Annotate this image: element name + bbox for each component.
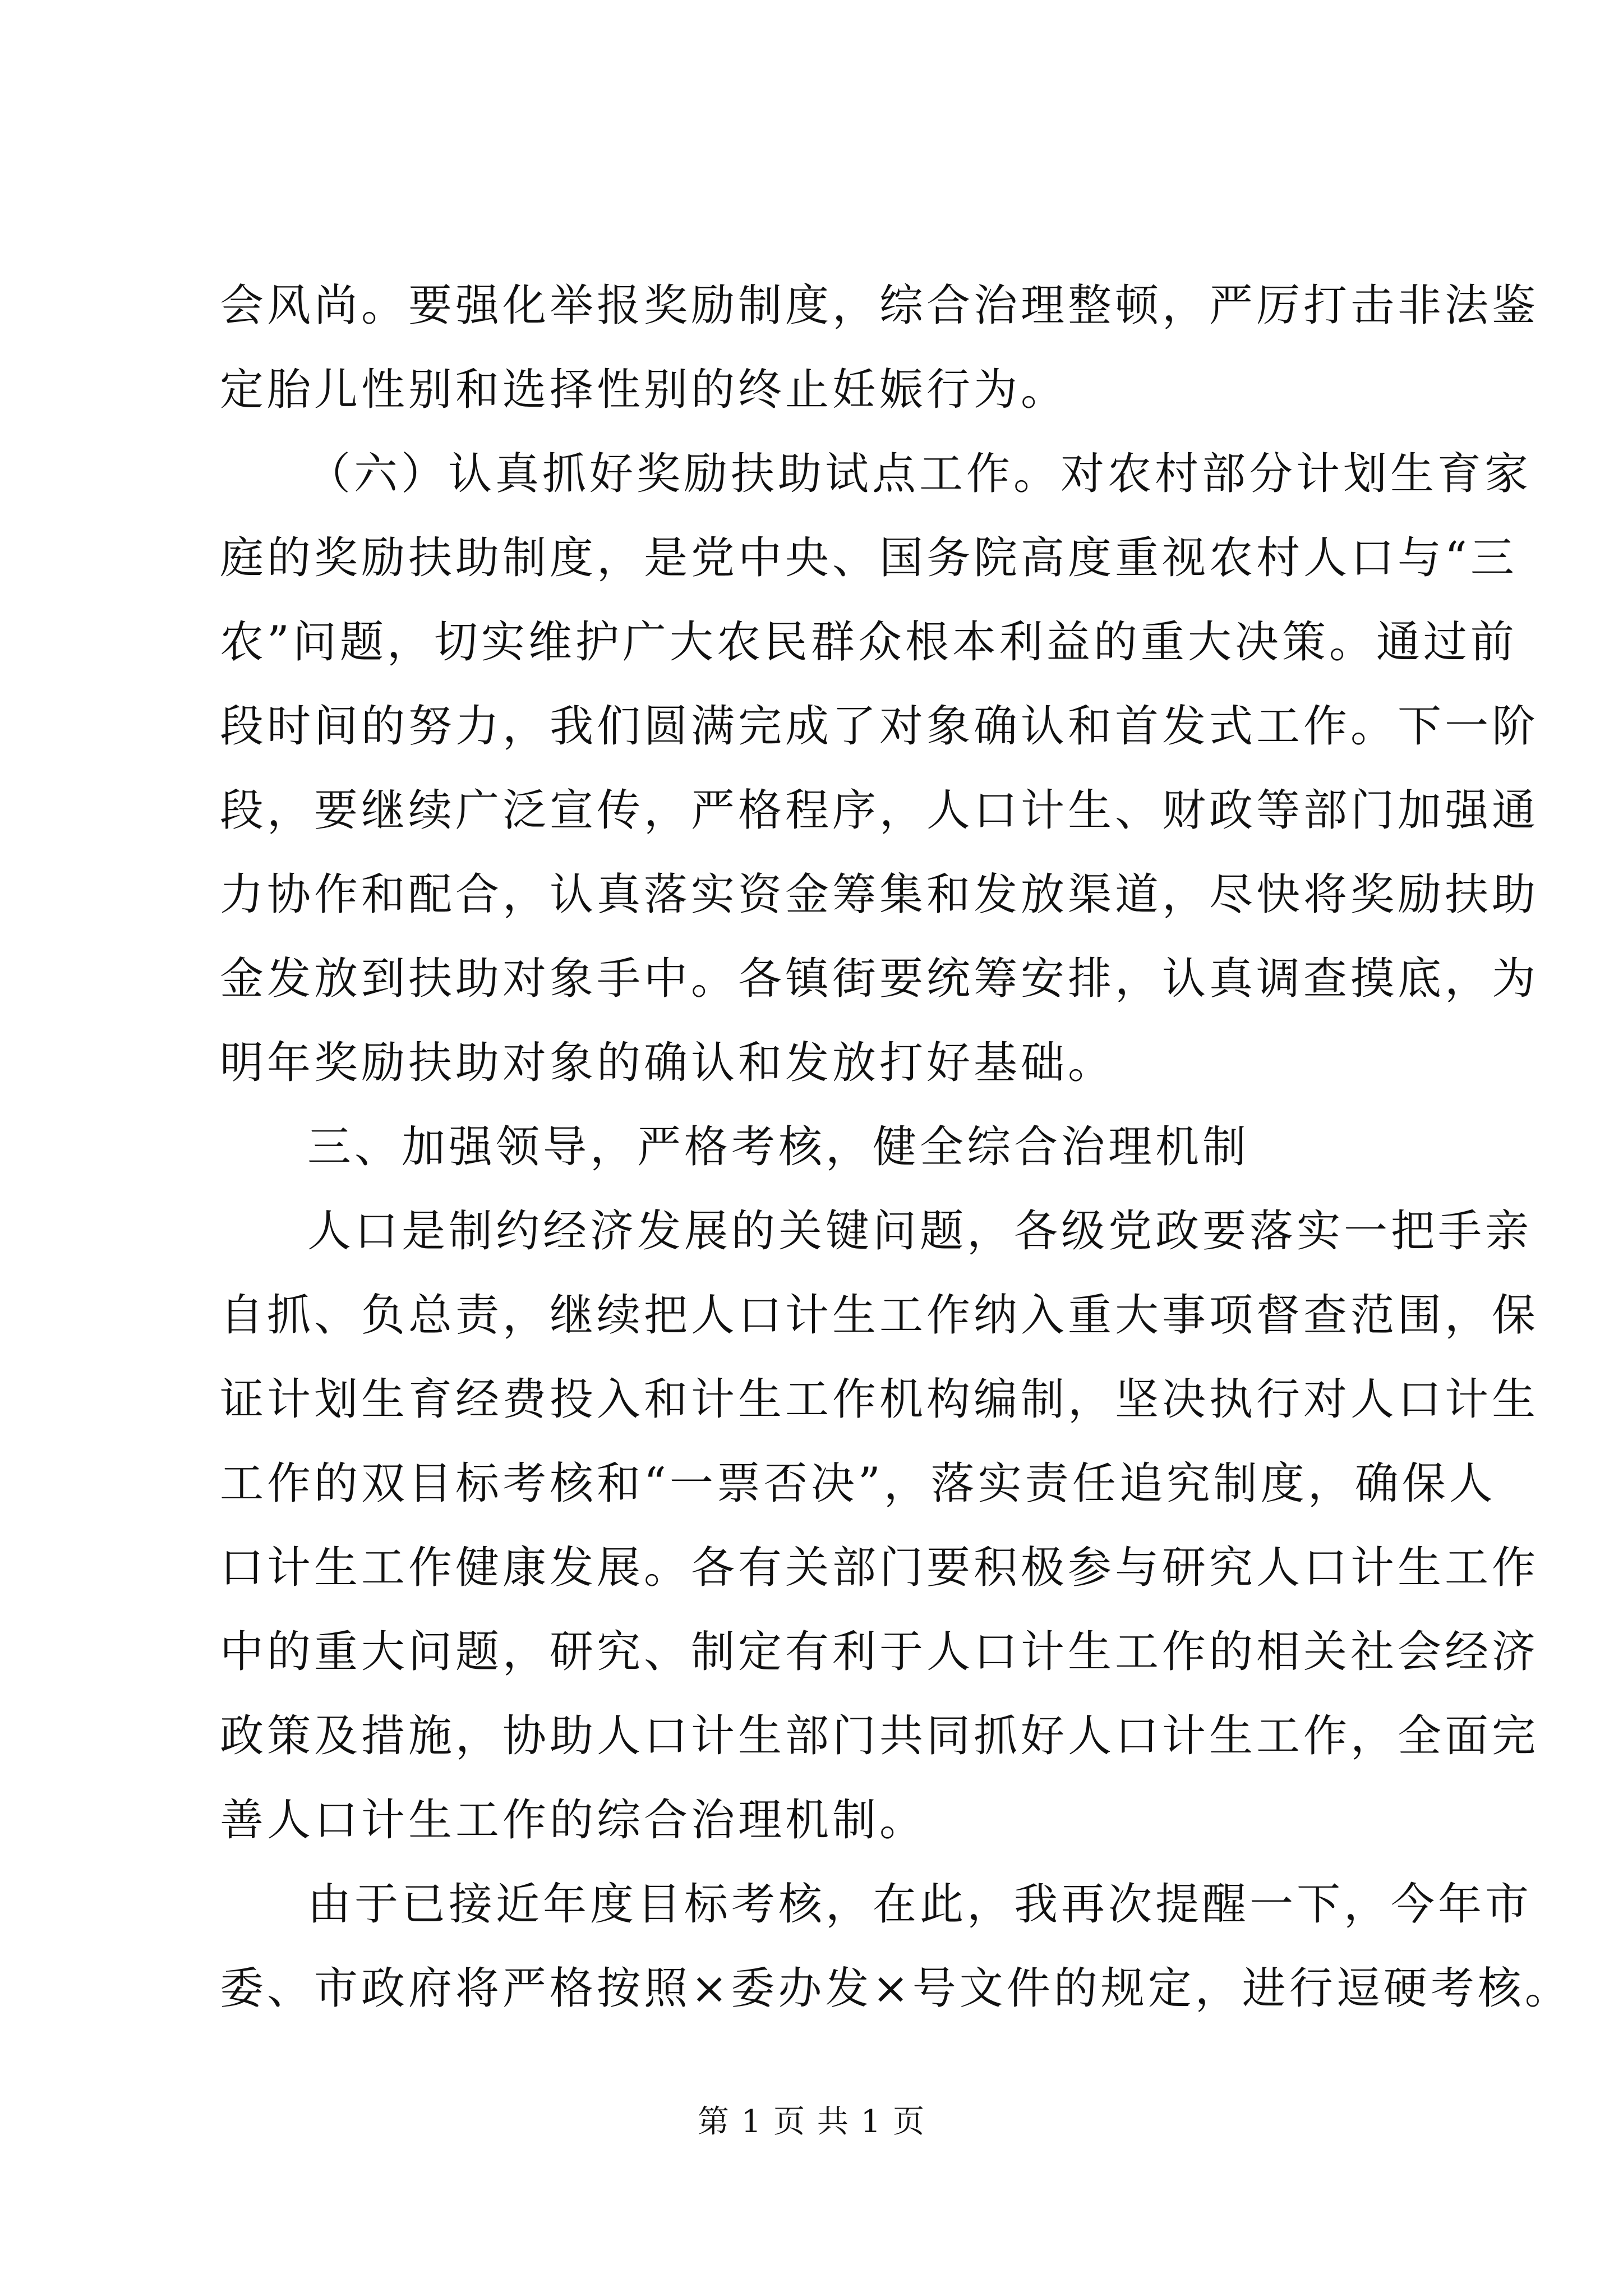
text-line: 人口是制约经济发展的关键问题，各级党政要落实一把手亲 <box>307 1206 1533 1257</box>
text-line: 段时间的努力，我们圆满完成了对象确认和首发式工作。下一阶 <box>220 701 1539 752</box>
text-line: 工作的双目标考核和“一票否决”，落实责任追究制度，确保人 <box>220 1458 1496 1509</box>
document-body <box>220 264 1572 2031</box>
text-line: 善人口计生工作的综合治理机制。 <box>220 1795 927 1846</box>
text-line: 由于已接近年度目标考核，在此，我再次提醒一下，今年市 <box>307 1879 1533 1930</box>
page-number-footer: 第 1 页 共 1 页 <box>697 2104 926 2140</box>
text-line: 口计生工作健康发展。各有关部门要积极参与研究人口计生工作 <box>220 1543 1539 1593</box>
text-line: 定胎儿性别和选择性别的终止妊娠行为。 <box>220 365 1068 415</box>
text-line: 段，要继续广泛宣传，严格程序，人口计生、财政等部门加强通 <box>220 785 1539 836</box>
section-heading: 三、加强领导，严格考核，健全综合治理机制 <box>307 1122 1250 1172</box>
text-line: 委、市政府将严格按照×委办发×号文件的规定，进行逗硬考核。 <box>220 1963 1572 2014</box>
text-line: 庭的奖励扶助制度，是党中央、国务院高度重视农村人口与“三 <box>220 533 1518 583</box>
text-line: 会风尚。要强化举报奖励制度，综合治理整顿，严厉打击非法鉴 <box>220 280 1539 331</box>
text-line: 中的重大问题，研究、制定有利于人口计生工作的相关社会经济 <box>220 1627 1539 1677</box>
text-line: 力协作和配合，认真落实资金筹集和发放渠道，尽快将奖励扶助 <box>220 869 1539 920</box>
text-line: 金发放到扶助对象手中。各镇街要统筹安排，认真调查摸底，为 <box>220 954 1539 1004</box>
text-line: 农”问题，切实维护广大农民群众根本利益的重大决策。通过前 <box>220 617 1518 668</box>
text-line: 自抓、负总责，继续把人口计生工作纳入重大事项督查范围，保 <box>220 1290 1539 1341</box>
text-line: 政策及措施，协助人口计生部门共同抓好人口计生工作，全面完 <box>220 1711 1539 1761</box>
section-heading: （六）认真抓好奖励扶助试点工作。对农村部分计划生育家 <box>307 449 1532 499</box>
text-line: 证计划生育经费投入和计生工作机构编制，坚决执行对人口计生 <box>220 1374 1539 1425</box>
text-line: 明年奖励扶助对象的确认和发放打好基础。 <box>220 1038 1115 1088</box>
